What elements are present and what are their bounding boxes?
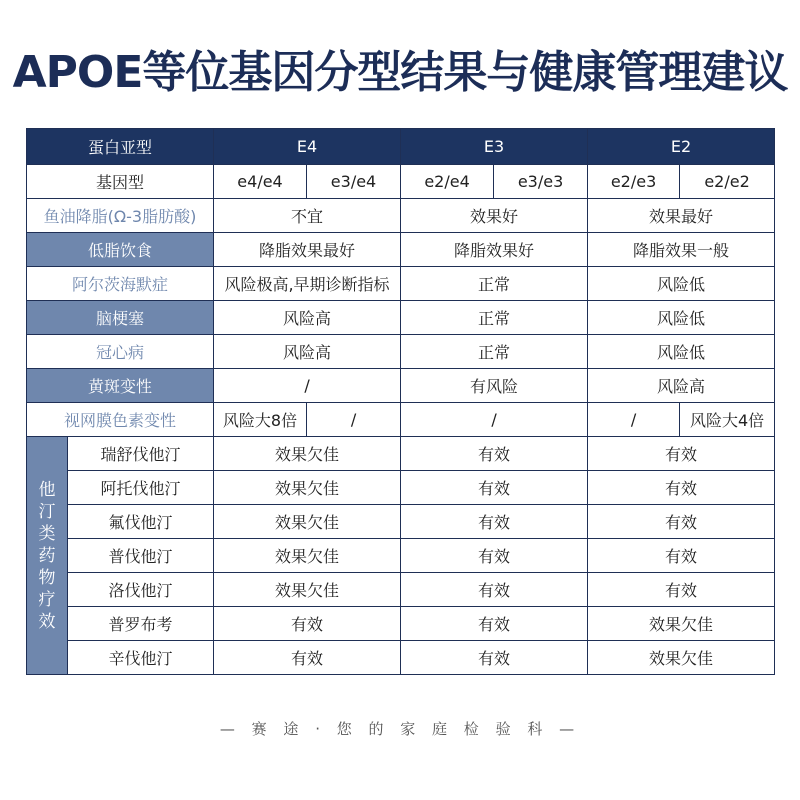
table-cell: 风险高	[588, 369, 775, 403]
genotype-cell: e2/e2	[680, 165, 775, 199]
table-row	[27, 199, 775, 233]
genotype-cell: e3/e3	[494, 165, 588, 199]
table-cell: 有效	[401, 573, 588, 607]
table-row	[27, 335, 775, 369]
table-row	[27, 165, 775, 199]
genotype-cell: e4/e4	[214, 165, 307, 199]
table-cell: 风险低	[588, 335, 775, 369]
table-cell: /	[214, 369, 401, 403]
table-cell: 有效	[588, 505, 775, 539]
table-cell: 效果欠佳	[214, 437, 401, 471]
statin-name: 辛伐他汀	[68, 641, 214, 675]
table-cell: 不宜	[214, 199, 401, 233]
table-cell: 有效	[401, 471, 588, 505]
table-cell: 正常	[401, 335, 588, 369]
table-row	[27, 437, 775, 471]
table-cell: 风险低	[588, 267, 775, 301]
table-row	[27, 403, 775, 437]
table-cell: 效果欠佳	[214, 505, 401, 539]
table-cell: 有效	[401, 437, 588, 471]
table-cell: 降脂效果最好	[214, 233, 401, 267]
table-cell: 有效	[401, 607, 588, 641]
table-row	[27, 301, 775, 335]
statin-group-text: 他汀类药物疗效	[38, 479, 56, 632]
table-cell: 正常	[401, 267, 588, 301]
table-cell: 效果好	[401, 199, 588, 233]
table-cell: 效果最好	[588, 199, 775, 233]
statin-name: 阿托伐他汀	[68, 471, 214, 505]
statin-name: 洛伐他汀	[68, 573, 214, 607]
table-row	[27, 129, 775, 165]
table-cell: 有效	[214, 641, 401, 675]
protein-e2-header: E2	[588, 129, 775, 165]
table-cell: 有效	[588, 539, 775, 573]
table-cell: 降脂效果好	[401, 233, 588, 267]
table-cell: 效果欠佳	[214, 471, 401, 505]
table-row	[27, 573, 775, 607]
table-cell: /	[588, 403, 680, 437]
statin-name: 氟伐他汀	[68, 505, 214, 539]
table-row	[27, 267, 775, 301]
genotype-cell: e2/e3	[588, 165, 680, 199]
row-label-macular: 黄斑变性	[27, 369, 214, 403]
table-cell: 正常	[401, 301, 588, 335]
statin-group-label	[27, 437, 68, 675]
protein-type-label: 蛋白亚型	[27, 129, 214, 165]
table-cell: 有效	[588, 437, 775, 471]
table-cell: 风险大4倍	[680, 403, 775, 437]
table-row	[27, 369, 775, 403]
row-label-low-fat: 低脂饮食	[27, 233, 214, 267]
table-row	[27, 471, 775, 505]
protein-e4-header: E4	[214, 129, 401, 165]
table-cell: 效果欠佳	[588, 641, 775, 675]
statin-name: 普罗布考	[68, 607, 214, 641]
table-cell: 降脂效果一般	[588, 233, 775, 267]
table-cell: 有风险	[401, 369, 588, 403]
statin-name: 普伐他汀	[68, 539, 214, 573]
page-title: APOE等位基因分型结果与健康管理建议	[12, 47, 788, 98]
table-cell: 有效	[588, 573, 775, 607]
table-row	[27, 233, 775, 267]
table-cell: 风险高	[214, 335, 401, 369]
table-cell: 有效	[401, 505, 588, 539]
table-cell: 效果欠佳	[214, 573, 401, 607]
table-cell: 风险极高,早期诊断指标	[214, 267, 401, 301]
statin-name: 瑞舒伐他汀	[68, 437, 214, 471]
row-label-cerebral: 脑梗塞	[27, 301, 214, 335]
table-cell: 有效	[588, 471, 775, 505]
genotype-label: 基因型	[27, 165, 214, 199]
table-cell: 有效	[401, 641, 588, 675]
table-cell: 风险高	[214, 301, 401, 335]
table-row	[27, 505, 775, 539]
protein-e3-header: E3	[401, 129, 588, 165]
genotype-cell: e3/e4	[307, 165, 401, 199]
row-label-alzheimer: 阿尔茨海默症	[27, 267, 214, 301]
table-cell: 风险大8倍	[214, 403, 307, 437]
table-row	[27, 641, 775, 675]
row-label-fish-oil: 鱼油降脂(Ω-3脂肪酸)	[27, 199, 214, 233]
table-cell: /	[307, 403, 401, 437]
table-row	[27, 539, 775, 573]
table-cell: 风险低	[588, 301, 775, 335]
table-cell: 有效	[401, 539, 588, 573]
apoe-result-table	[26, 128, 775, 675]
table-cell: /	[401, 403, 588, 437]
table-cell: 有效	[214, 607, 401, 641]
table-cell: 效果欠佳	[588, 607, 775, 641]
table-row	[27, 607, 775, 641]
footer-slogan: — 赛 途 · 您 的 家 庭 检 验 科 —	[219, 720, 581, 738]
row-label-coronary: 冠心病	[27, 335, 214, 369]
table-cell: 效果欠佳	[214, 539, 401, 573]
row-label-retinitis: 视网膜色素变性	[27, 403, 214, 437]
genotype-cell: e2/e4	[401, 165, 494, 199]
